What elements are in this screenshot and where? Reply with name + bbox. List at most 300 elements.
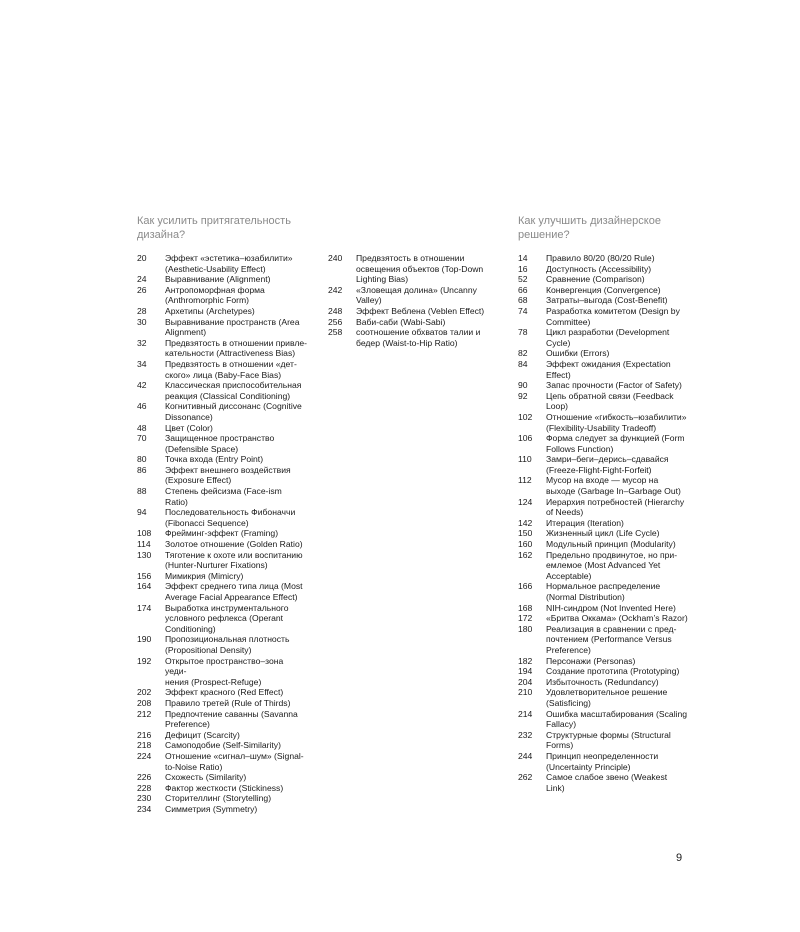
entry-line: освещения объектов (Top-Down <box>356 263 484 274</box>
page-ref: 20 <box>137 253 147 263</box>
page-ref: 162 <box>518 549 533 560</box>
entry-line: Модульный принцип (Modularity) <box>546 539 676 550</box>
entry-line: Замри–беги–дерись–сдавайся <box>546 454 669 465</box>
index-entry <box>328 306 498 317</box>
entry-title <box>546 359 688 380</box>
entry-line: «Бритва Оккама» (Ockham’s Razor) <box>546 613 688 624</box>
entry-title <box>165 740 307 751</box>
entry-line: Структурные формы (Structural <box>546 729 671 740</box>
index-entry <box>518 528 688 539</box>
entry-line: бедер (Waist-to-Hip Ratio) <box>356 337 458 348</box>
page-ref: 192 <box>137 655 152 666</box>
page-ref: 86 <box>137 464 147 475</box>
entry-line: Выравнивание пространств (Area <box>165 316 300 327</box>
entry-title <box>356 285 498 306</box>
entry-line: (Normal Distribution) <box>546 592 625 602</box>
index-entry <box>328 285 498 306</box>
page-ref: 26 <box>137 284 147 295</box>
entry-line: Отношение «сигнал–шум» (Signal- <box>165 750 304 761</box>
entry-title <box>165 433 307 454</box>
index-entry <box>137 253 307 274</box>
entry-title <box>165 359 307 380</box>
page-ref: 108 <box>137 528 152 539</box>
entry-line: Жизненный цикл (Life Cycle) <box>546 528 660 539</box>
entry-line: Доступность (Accessibility) <box>546 263 652 274</box>
entry-line: Мимикрия (Mimicry) <box>165 570 244 581</box>
index-entry <box>137 698 307 709</box>
index-entry <box>137 783 307 794</box>
entry-line: Цвет (Color) <box>165 422 213 433</box>
index-entry <box>137 528 307 539</box>
index-entry <box>518 295 688 306</box>
entry-title <box>165 709 307 730</box>
entry-line: Ошибка масштабирования (Scaling <box>546 708 688 719</box>
entry-title <box>165 793 307 804</box>
page-ref: 68 <box>518 295 528 306</box>
index-entry <box>137 656 307 688</box>
entry-line: Классическая приспособительная <box>165 380 302 391</box>
index-entry <box>518 380 688 391</box>
entry-line: Реализация в сравнении с пред- <box>546 623 677 634</box>
index-entry <box>137 433 307 454</box>
entry-line: Защищенное пространство <box>165 433 275 444</box>
page-ref: 110 <box>518 454 532 465</box>
left-section-heading <box>137 214 307 242</box>
entry-line: Loop) <box>546 401 568 412</box>
index-entry <box>137 550 307 571</box>
page-ref: 28 <box>137 305 147 316</box>
entry-line: Отношение «гибкость–юзабилити» <box>546 411 687 422</box>
entry-title <box>165 380 307 401</box>
entry-title <box>165 274 307 285</box>
page-ref: 70 <box>137 433 147 444</box>
index-entry <box>518 433 688 454</box>
entry-title <box>165 634 307 655</box>
entry-title <box>546 581 688 602</box>
entry-line: Создание прототипа (Prototyping) <box>546 666 680 677</box>
entry-title <box>546 539 688 550</box>
index-entry <box>137 634 307 655</box>
entry-line: Архетипы (Archetypes) <box>165 305 255 316</box>
entry-line: Average Facial Appearance Effect) <box>165 592 298 602</box>
entry-line: Фактор жесткости (Stickiness) <box>165 782 284 793</box>
index-entry <box>137 709 307 730</box>
entry-line: Мусор на входе — мусор на <box>546 475 659 486</box>
index-entry <box>137 539 307 550</box>
entry-title <box>546 295 688 306</box>
page-ref: 216 <box>137 729 152 740</box>
page-number: 9 <box>676 852 683 864</box>
entry-title <box>546 624 688 656</box>
entry-line: Предвзятость в отношении «дет- <box>165 358 297 369</box>
entry-line: Симметрия (Symmetry) <box>165 803 258 814</box>
index-entry <box>137 507 307 528</box>
entry-line: NIH-синдром (Not Invented Here) <box>546 602 676 613</box>
entry-line: Сравнение (Comparison) <box>546 274 645 285</box>
index-entry <box>518 656 688 667</box>
entry-line: Запас прочности (Factor of Safety) <box>546 380 682 391</box>
entry-line: Самое слабое звено (Weakest Link) <box>546 772 668 793</box>
index-entry <box>137 740 307 751</box>
entry-line: Открытое пространство–зона уеди- <box>165 655 284 677</box>
entry-line: Нормальное распределение <box>546 581 661 592</box>
entry-line: Форма следует за функцией (Form <box>546 433 685 444</box>
entry-line: Антропоморфная форма <box>165 284 265 295</box>
page-ref: 258 <box>328 327 343 338</box>
page-ref: 102 <box>518 411 533 422</box>
entry-title <box>546 666 688 677</box>
index-entry <box>137 730 307 741</box>
entry-line: Committee) <box>546 316 591 327</box>
entry-line: Эффект внешнего воздействия <box>165 464 291 475</box>
entry-line: «Зловещая долина» (Uncanny <box>356 284 477 295</box>
page-ref: 242 <box>328 284 343 295</box>
entry-line: (Anthromorphic Form) <box>165 295 250 306</box>
index-entry <box>137 306 307 317</box>
index-entry <box>328 327 498 348</box>
index-entry <box>137 772 307 783</box>
entry-line: (Satisficing) <box>546 697 591 708</box>
entry-line: Схожесть (Similarity) <box>165 772 247 783</box>
entry-line: Lighting Bias) <box>356 274 409 285</box>
entry-title <box>546 348 688 359</box>
index-entry <box>518 454 688 475</box>
entry-title <box>546 497 688 518</box>
index-entry <box>518 518 688 529</box>
entry-line: кательности (Attractiveness Bias) <box>165 348 296 359</box>
entry-title <box>546 253 688 264</box>
page-ref: 182 <box>518 655 533 666</box>
page-ref: 240 <box>328 253 343 263</box>
page-ref: 24 <box>137 274 147 285</box>
entry-line: Эффект красного (Red Effect) <box>165 687 284 698</box>
index-entry <box>518 285 688 296</box>
entry-title <box>165 550 307 571</box>
entry-title <box>546 687 688 708</box>
entry-line: Valley) <box>356 295 382 306</box>
index-entry <box>137 338 307 359</box>
page-ref: 244 <box>518 750 533 761</box>
entry-line: соотношение обхватов талии и <box>356 327 481 338</box>
entry-title <box>165 465 307 486</box>
index-entry <box>518 539 688 550</box>
page-ref: 80 <box>137 454 147 465</box>
page-ref: 164 <box>137 581 152 592</box>
page-ref: 46 <box>137 401 147 412</box>
entry-title <box>546 433 688 454</box>
entry-title <box>165 253 307 274</box>
entry-title <box>356 327 498 348</box>
page-ref: 42 <box>137 380 147 391</box>
entry-title <box>546 730 688 751</box>
index-entry <box>518 687 688 708</box>
entry-line: Предвзятость в отношении <box>356 253 465 263</box>
entry-line: Цепь обратной связи (Feedback <box>546 390 674 401</box>
entry-title <box>546 603 688 614</box>
page-ref: 234 <box>137 803 152 814</box>
entry-line: Follows Function) <box>546 443 614 454</box>
entry-title <box>546 528 688 539</box>
entry-title <box>546 412 688 433</box>
entry-line: выходе (Garbage In–Garbage Out) <box>546 486 681 497</box>
page-ref: 232 <box>518 729 533 740</box>
page-ref: 256 <box>328 316 343 327</box>
index-entry <box>518 306 688 327</box>
index-entry <box>518 751 688 772</box>
entry-line: Эффект ожидания (Expectation <box>546 358 671 369</box>
entry-line: Alignment) <box>165 327 207 338</box>
page-ref: 130 <box>137 549 152 560</box>
page-ref: 34 <box>137 358 147 369</box>
entry-title <box>546 656 688 667</box>
page-ref: 48 <box>137 422 147 433</box>
entry-line: Эффект «эстетика–юзабилити» <box>165 253 293 263</box>
entry-line: Preference) <box>165 719 210 730</box>
entry-title <box>165 687 307 698</box>
index-entry <box>518 274 688 285</box>
page-ref: 82 <box>518 348 528 359</box>
entry-title <box>165 772 307 783</box>
entry-title <box>356 253 498 285</box>
page-ref: 92 <box>518 390 528 401</box>
entry-title <box>165 656 307 688</box>
index-entry <box>518 327 688 348</box>
right-heading-line-1: Как улучшить дизайнерское <box>518 215 661 227</box>
entry-line: Избыточность (Redundancy) <box>546 676 659 687</box>
index-column-1 <box>137 253 307 814</box>
entry-line: условного рефлекса (Operant <box>165 613 284 624</box>
page-ref: 190 <box>137 634 152 645</box>
entry-title <box>165 730 307 741</box>
page-ref: 208 <box>137 697 152 708</box>
entry-title <box>165 581 307 602</box>
entry-line: Правило третей (Rule of Thirds) <box>165 697 291 708</box>
entry-title <box>165 486 307 507</box>
entry-line: Конвергенция (Convergence) <box>546 284 661 295</box>
entry-title <box>165 603 307 635</box>
page-ref: 194 <box>518 666 533 677</box>
entry-line: Эффект Веблена (Veblen Effect) <box>356 305 485 316</box>
page-ref: 214 <box>518 708 533 719</box>
entry-line: of Needs) <box>546 507 584 518</box>
entry-line: Когнитивный диссонанс (Cognitive <box>165 401 302 412</box>
entry-title <box>546 772 688 793</box>
index-entry <box>518 348 688 359</box>
entry-line: Ошибки (Errors) <box>546 348 610 359</box>
index-entry <box>137 751 307 772</box>
page-ref: 124 <box>518 496 533 507</box>
right-heading-line-2: решение? <box>518 229 570 241</box>
entry-title <box>546 709 688 730</box>
entry-title <box>165 423 307 434</box>
index-entry <box>328 317 498 328</box>
entry-line: Fallacy) <box>546 719 577 730</box>
entry-line: Самоподобие (Self-Similarity) <box>165 740 281 751</box>
page-ref: 202 <box>137 687 152 698</box>
entry-title <box>165 306 307 317</box>
entry-line: Предвзятость в отношении привле- <box>165 337 308 348</box>
index-entry <box>137 571 307 582</box>
entry-title <box>546 274 688 285</box>
index-entry <box>137 465 307 486</box>
entry-line: Разработка комитетом (Design by <box>546 305 680 316</box>
entry-title <box>165 317 307 338</box>
index-column-2 <box>328 253 498 348</box>
entry-title <box>165 338 307 359</box>
index-entry <box>137 380 307 401</box>
entry-title <box>546 518 688 529</box>
entry-title <box>546 285 688 296</box>
entry-title <box>546 454 688 475</box>
entry-title <box>165 539 307 550</box>
page-ref: 168 <box>518 602 533 613</box>
entry-line: почтением (Performance Versus <box>546 634 672 645</box>
entry-line: Ваби-саби (Wabi-Sabi) <box>356 316 446 327</box>
entry-title <box>546 306 688 327</box>
index-entry <box>518 550 688 582</box>
entry-line: (Fibonacci Sequence) <box>165 517 249 528</box>
page-ref: 14 <box>518 253 528 263</box>
page-ref: 218 <box>137 740 152 751</box>
index-entry <box>518 264 688 275</box>
entry-line: Удовлетворительное решение <box>546 687 668 698</box>
index-entry <box>518 772 688 793</box>
index-entry <box>137 454 307 465</box>
entry-line: Правило 80/20 (80/20 Rule) <box>546 253 655 263</box>
entry-line: Пропозициональная плотность <box>165 634 290 645</box>
entry-title <box>546 391 688 412</box>
left-heading-line-1: Как усилить притягательность <box>137 215 291 227</box>
index-entry <box>518 253 688 264</box>
entry-title <box>356 317 498 328</box>
index-entry <box>518 709 688 730</box>
entry-line: реакция (Classical Conditioning) <box>165 390 291 401</box>
entry-line: Эффект среднего типа лица (Most <box>165 581 303 592</box>
page-ref: 30 <box>137 316 147 327</box>
page-ref: 52 <box>518 274 528 285</box>
index-entry <box>328 253 498 285</box>
page-ref: 66 <box>518 284 528 295</box>
entry-title <box>165 751 307 772</box>
page-ref: 106 <box>518 433 533 444</box>
entry-line: to-Noise Ratio) <box>165 761 223 772</box>
entry-line: Цикл разработки (Development <box>546 327 670 338</box>
entry-title <box>546 327 688 348</box>
entry-line: Последовательность Фибоначчи <box>165 507 296 518</box>
page-ref: 150 <box>518 528 533 539</box>
entry-line: Дефицит (Scarcity) <box>165 729 240 740</box>
page-ref: 224 <box>137 750 152 761</box>
entry-line: нения (Prospect-Refuge) <box>165 676 262 687</box>
entry-line: Предельно продвинутое, но при- <box>546 549 678 560</box>
index-entry <box>518 359 688 380</box>
entry-line: Preference) <box>546 644 591 655</box>
page-ref: 160 <box>518 539 533 550</box>
index-entry <box>518 677 688 688</box>
entry-line: (Aesthetic-Usability Effect) <box>165 263 266 274</box>
page-ref: 88 <box>137 486 147 497</box>
page-ref: 74 <box>518 305 528 316</box>
entry-line: (Uncertainty Principle) <box>546 761 631 772</box>
entry-line: (Exposure Effect) <box>165 475 232 486</box>
page-ref: 84 <box>518 358 528 369</box>
entry-line: Cycle) <box>546 337 571 348</box>
entry-line: Forms) <box>546 740 574 751</box>
entry-line: Затраты–выгода (Cost-Benefit) <box>546 295 668 306</box>
entry-title <box>165 528 307 539</box>
entry-line: ского» лица (Baby-Face Bias) <box>165 369 282 380</box>
entry-line: Тяготение к охоте или воспитанию <box>165 549 303 560</box>
entry-line: Золотое отношение (Golden Ratio) <box>165 539 303 550</box>
entry-line: Фрейминг-эффект (Framing) <box>165 528 279 539</box>
page-ref: 94 <box>137 507 147 518</box>
entry-line: Выработка инструментального <box>165 602 289 613</box>
right-section-heading <box>518 214 688 242</box>
index-column-3 <box>518 253 688 793</box>
entry-title <box>546 475 688 496</box>
entry-line: емлемое (Most Advanced Yet <box>546 560 661 571</box>
page-ref: 142 <box>518 517 533 528</box>
page-ref: 16 <box>518 263 528 274</box>
index-entry <box>518 412 688 433</box>
index-entry <box>137 423 307 434</box>
entry-title <box>546 677 688 688</box>
index-entry <box>518 603 688 614</box>
entry-line: (Freeze-Flight-Fight-Forfeit) <box>546 464 652 475</box>
index-entry <box>518 581 688 602</box>
page-ref: 78 <box>518 327 528 338</box>
page-ref: 226 <box>137 772 152 783</box>
page-ref: 228 <box>137 782 152 793</box>
entry-title <box>546 550 688 582</box>
page-ref: 172 <box>518 613 533 624</box>
entry-title <box>165 571 307 582</box>
entry-title <box>165 698 307 709</box>
entry-title <box>546 751 688 772</box>
entry-title <box>356 306 498 317</box>
index-entry <box>137 285 307 306</box>
entry-line: Иерархия потребностей (Hierarchy <box>546 496 685 507</box>
entry-title <box>165 783 307 794</box>
index-entry <box>137 317 307 338</box>
index-entry <box>137 581 307 602</box>
entry-line: Предпочтение саванны (Savanna <box>165 708 298 719</box>
page-ref: 262 <box>518 772 533 783</box>
entry-line: Acceptable) <box>546 570 592 581</box>
index-entry <box>137 793 307 804</box>
entry-line: Итерация (Iteration) <box>546 517 624 528</box>
index-entry <box>137 274 307 285</box>
entry-line: Степень фейсизма (Face-ism Ratio) <box>165 486 282 507</box>
page-ref: 230 <box>137 793 152 804</box>
page-ref: 204 <box>518 676 533 687</box>
entry-title <box>165 507 307 528</box>
entry-title <box>165 285 307 306</box>
entry-line: Dissonance) <box>165 411 213 422</box>
entry-line: (Defensible Space) <box>165 443 239 454</box>
index-entry <box>518 666 688 677</box>
entry-title <box>546 380 688 391</box>
entry-title <box>165 454 307 465</box>
index-entry <box>137 401 307 422</box>
index-entry <box>518 613 688 624</box>
index-entry <box>518 497 688 518</box>
index-entry <box>518 391 688 412</box>
page-ref: 32 <box>137 337 147 348</box>
entry-line: Выравнивание (Alignment) <box>165 274 271 285</box>
page-ref: 166 <box>518 581 533 592</box>
entry-line: Conditioning) <box>165 623 216 634</box>
